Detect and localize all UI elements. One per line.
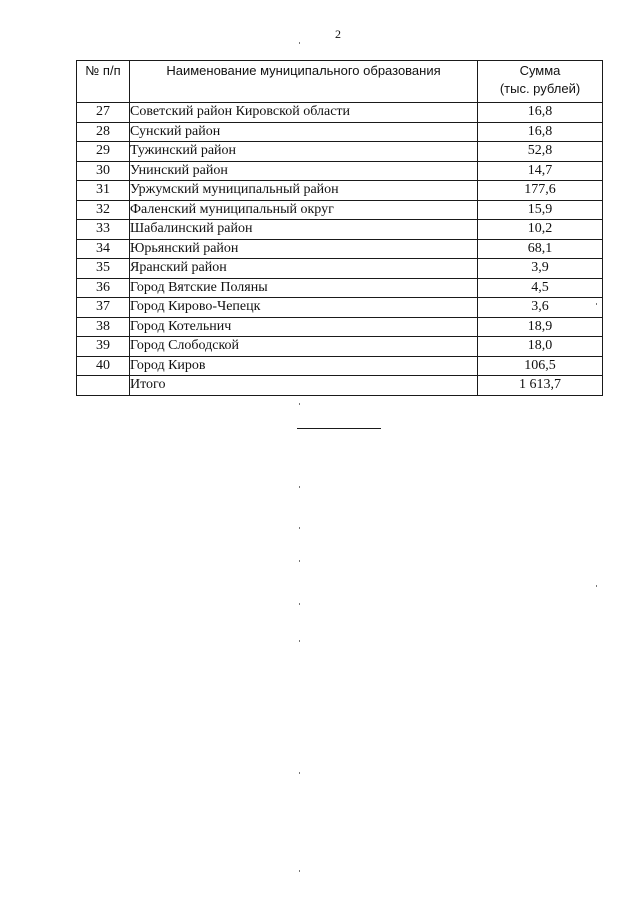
row-name: Город Котельнич [130, 317, 478, 337]
row-number: 32 [77, 200, 130, 220]
row-name: Тужинский район [130, 142, 478, 162]
row-sum: 3,9 [478, 259, 603, 279]
row-sum: 106,5 [478, 356, 603, 376]
header-name: Наименование муниципального образования [130, 61, 478, 103]
row-sum: 16,8 [478, 103, 603, 123]
row-number: 31 [77, 181, 130, 201]
row-sum: 52,8 [478, 142, 603, 162]
scan-speck [299, 527, 300, 529]
scan-speck [596, 585, 597, 587]
table-row [77, 142, 603, 162]
allocation-table [76, 60, 603, 396]
table-row [77, 317, 603, 337]
row-sum: 68,1 [478, 239, 603, 259]
row-sum: 15,9 [478, 200, 603, 220]
scan-speck [299, 640, 300, 642]
scan-speck [299, 560, 300, 562]
row-number: 39 [77, 337, 130, 357]
row-sum: 177,6 [478, 181, 603, 201]
table-header-row [77, 61, 603, 103]
row-name: Город Кирово-Чепецк [130, 298, 478, 318]
row-name: Советский район Кировской области [130, 103, 478, 123]
row-sum: 18,9 [478, 317, 603, 337]
scan-speck [299, 603, 300, 605]
table-row [77, 103, 603, 123]
total-sum: 1 613,7 [478, 376, 603, 396]
row-name: Фаленский муниципальный округ [130, 200, 478, 220]
table-row [77, 356, 603, 376]
table-row [77, 181, 603, 201]
scan-speck [596, 303, 597, 305]
scan-speck [299, 772, 300, 774]
table-row [77, 239, 603, 259]
row-number: 40 [77, 356, 130, 376]
total-label: Итого [130, 376, 478, 396]
table-row [77, 337, 603, 357]
header-number: № п/п [77, 61, 130, 103]
table-row [77, 220, 603, 240]
total-number [77, 376, 130, 396]
row-sum: 16,8 [478, 122, 603, 142]
table-row [77, 122, 603, 142]
row-number: 36 [77, 278, 130, 298]
row-sum: 3,6 [478, 298, 603, 318]
scan-speck [299, 486, 300, 488]
row-name: Унинский район [130, 161, 478, 181]
row-number: 29 [77, 142, 130, 162]
row-sum: 18,0 [478, 337, 603, 357]
row-name: Шабалинский район [130, 220, 478, 240]
row-number: 30 [77, 161, 130, 181]
header-sum-line2: (тыс. рублей) [499, 81, 581, 96]
table-row [77, 298, 603, 318]
row-name: Яранский район [130, 259, 478, 279]
header-sum-line1: Сумма [519, 63, 561, 78]
row-sum: 4,5 [478, 278, 603, 298]
row-number: 28 [77, 122, 130, 142]
row-name: Юрьянский район [130, 239, 478, 259]
row-name: Сунский район [130, 122, 478, 142]
scan-speck [299, 403, 300, 405]
row-sum: 10,2 [478, 220, 603, 240]
row-name: Город Слободской [130, 337, 478, 357]
row-sum: 14,7 [478, 161, 603, 181]
scan-speck [299, 870, 300, 872]
row-number: 27 [77, 103, 130, 123]
row-number: 33 [77, 220, 130, 240]
total-row [77, 376, 603, 396]
table-row [77, 200, 603, 220]
table-row [77, 278, 603, 298]
page-number: 2 [335, 27, 341, 41]
table-row [77, 161, 603, 181]
row-name: Город Вятские Поляны [130, 278, 478, 298]
row-number: 38 [77, 317, 130, 337]
scan-speck [299, 42, 300, 44]
row-number: 37 [77, 298, 130, 318]
closing-divider-line [297, 428, 381, 429]
row-name: Город Киров [130, 356, 478, 376]
header-sum [478, 61, 603, 103]
table-row [77, 259, 603, 279]
row-number: 35 [77, 259, 130, 279]
row-number: 34 [77, 239, 130, 259]
row-name: Уржумский муниципальный район [130, 181, 478, 201]
